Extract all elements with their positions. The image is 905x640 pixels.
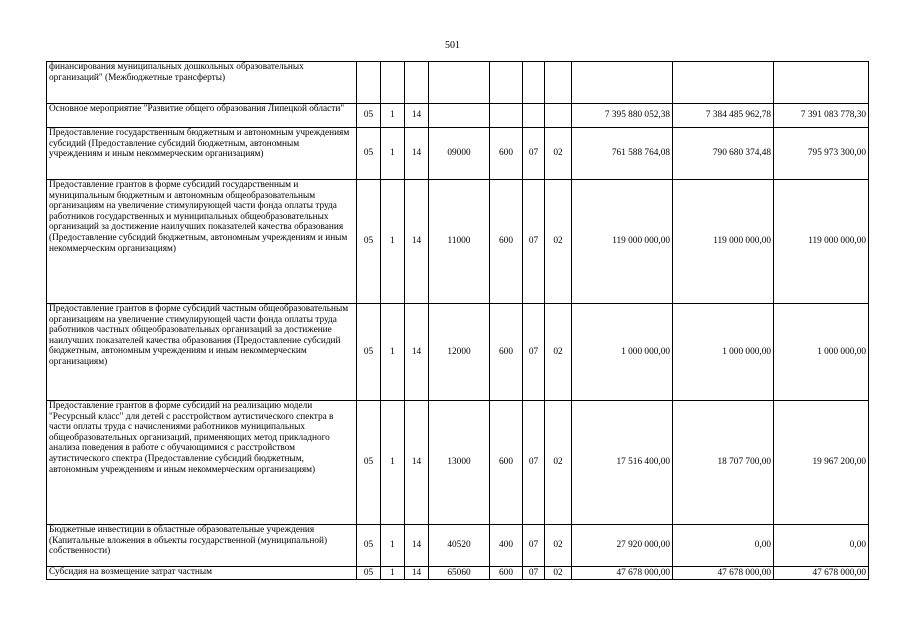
subprogram-code: 14	[405, 304, 429, 401]
subdivision-code	[545, 62, 572, 104]
expense-type-code: 400	[490, 525, 523, 567]
budget-table	[46, 61, 869, 580]
division-code: 07	[523, 304, 545, 401]
amount-year-3: 7 391 083 778,30	[774, 104, 869, 128]
section-code	[357, 62, 381, 104]
table-body	[47, 62, 869, 580]
amount-year-1: 27 920 000,00	[572, 525, 673, 567]
subdivision-code: 02	[545, 525, 572, 567]
section-code: 05	[357, 304, 381, 401]
amount-year-2: 47 678 000,00	[673, 567, 774, 580]
table-row	[47, 62, 869, 104]
row-description: Предоставление грантов в форме субсидий на реализацию модели "Ресурсный класс" для детей с расстройством аутистического спектра в части оплаты труда с начислениями работников муниципальных общеобразовательных организаций, применяющих метод прикладного анализа поведения в работе с обучающимися с расстройством аутистического спектра (Предоставление субсидий бюджетным, автономным учреждениям и иным некоммерческим организациям)	[47, 401, 357, 525]
amount-year-1	[572, 62, 673, 104]
expense-type-code: 600	[490, 401, 523, 525]
section-code: 05	[357, 525, 381, 567]
row-description: Предоставление грантов в форме субсидий частным общеобразовательным организациям на увеличение стимулирующей части фонда оплаты труда работников частных общеобразовательных организаций за достижение наилучших показателей качества образования (Предоставление субсидий бюджетным, автономным учреждениям и иным некоммерческим организациям)	[47, 304, 357, 401]
subprogram-code: 14	[405, 525, 429, 567]
section-code: 05	[357, 401, 381, 525]
subdivision-code	[545, 104, 572, 128]
amount-year-2: 790 680 374,48	[673, 128, 774, 180]
subdivision-code: 02	[545, 401, 572, 525]
amount-year-3: 0,00	[774, 525, 869, 567]
amount-year-2	[673, 62, 774, 104]
subdivision-code: 02	[545, 304, 572, 401]
table-row	[47, 401, 869, 525]
row-description: Предоставление государственным бюджетным и автономным учреждениям субсидий (Предоставление субсидий бюджетным, автономным учреждениям и иным некоммерческим организациям)	[47, 128, 357, 180]
table-row	[47, 128, 869, 180]
division-code	[523, 62, 545, 104]
program-code: 1	[381, 104, 405, 128]
amount-year-2: 1 000 000,00	[673, 304, 774, 401]
amount-year-1: 1 000 000,00	[572, 304, 673, 401]
target-article-code: 09000	[429, 128, 490, 180]
target-article-code	[429, 62, 490, 104]
program-code: 1	[381, 128, 405, 180]
amount-year-3: 19 967 200,00	[774, 401, 869, 525]
row-description: финансирования муниципальных дошкольных образовательных организаций" (Межбюджетные трансферты)	[47, 62, 357, 104]
table-row	[47, 525, 869, 567]
division-code	[523, 104, 545, 128]
amount-year-3: 119 000 000,00	[774, 180, 869, 304]
amount-year-1: 17 516 400,00	[572, 401, 673, 525]
amount-year-1: 119 000 000,00	[572, 180, 673, 304]
program-code: 1	[381, 401, 405, 525]
expense-type-code: 600	[490, 567, 523, 580]
division-code: 07	[523, 128, 545, 180]
division-code: 07	[523, 401, 545, 525]
subprogram-code: 14	[405, 567, 429, 580]
row-description: Бюджетные инвестиции в областные образовательные учреждения (Капитальные вложения в объекты государственной (муниципальной) собственности)	[47, 525, 357, 567]
expense-type-code: 600	[490, 304, 523, 401]
amount-year-2: 18 707 700,00	[673, 401, 774, 525]
target-article-code: 40520	[429, 525, 490, 567]
expense-type-code	[490, 104, 523, 128]
expense-type-code: 600	[490, 128, 523, 180]
program-code: 1	[381, 525, 405, 567]
amount-year-2: 7 384 485 962,78	[673, 104, 774, 128]
row-description: Основное мероприятие "Развитие общего образования Липецкой области"	[47, 104, 357, 128]
expense-type-code: 600	[490, 180, 523, 304]
division-code: 07	[523, 525, 545, 567]
program-code: 1	[381, 180, 405, 304]
program-code: 1	[381, 304, 405, 401]
amount-year-2: 0,00	[673, 525, 774, 567]
amount-year-3	[774, 62, 869, 104]
subprogram-code: 14	[405, 128, 429, 180]
row-description: Субсидия на возмещение затрат частным	[47, 567, 357, 580]
amount-year-3: 47 678 000,00	[774, 567, 869, 580]
page-number: 501	[445, 40, 460, 51]
amount-year-1: 7 395 880 052,38	[572, 104, 673, 128]
subprogram-code: 14	[405, 180, 429, 304]
subdivision-code: 02	[545, 567, 572, 580]
subprogram-code: 14	[405, 401, 429, 525]
section-code: 05	[357, 567, 381, 580]
target-article-code: 65060	[429, 567, 490, 580]
section-code: 05	[357, 104, 381, 128]
amount-year-2: 119 000 000,00	[673, 180, 774, 304]
amount-year-3: 1 000 000,00	[774, 304, 869, 401]
subdivision-code: 02	[545, 180, 572, 304]
amount-year-1: 47 678 000,00	[572, 567, 673, 580]
amount-year-3: 795 973 300,00	[774, 128, 869, 180]
program-code: 1	[381, 567, 405, 580]
amount-year-1: 761 588 764,08	[572, 128, 673, 180]
table-row	[47, 104, 869, 128]
division-code: 07	[523, 567, 545, 580]
table-row	[47, 180, 869, 304]
division-code: 07	[523, 180, 545, 304]
target-article-code: 13000	[429, 401, 490, 525]
program-code	[381, 62, 405, 104]
expense-type-code	[490, 62, 523, 104]
subprogram-code: 14	[405, 104, 429, 128]
subdivision-code: 02	[545, 128, 572, 180]
section-code: 05	[357, 128, 381, 180]
target-article-code: 11000	[429, 180, 490, 304]
target-article-code	[429, 104, 490, 128]
subprogram-code	[405, 62, 429, 104]
table-row	[47, 304, 869, 401]
section-code: 05	[357, 180, 381, 304]
table-row	[47, 567, 869, 580]
row-description: Предоставление грантов в форме субсидий государственным и муниципальным бюджетным и автономным общеобразовательным организациям на увеличение стимулирующей части фонда оплаты труда работников государственных и муниципальных общеобразовательных организаций за достижение наилучших показателей качества образования (Предоставление субсидий бюджетным, автономным учреждениям и иным некоммерческим организациям)	[47, 180, 357, 304]
target-article-code: 12000	[429, 304, 490, 401]
